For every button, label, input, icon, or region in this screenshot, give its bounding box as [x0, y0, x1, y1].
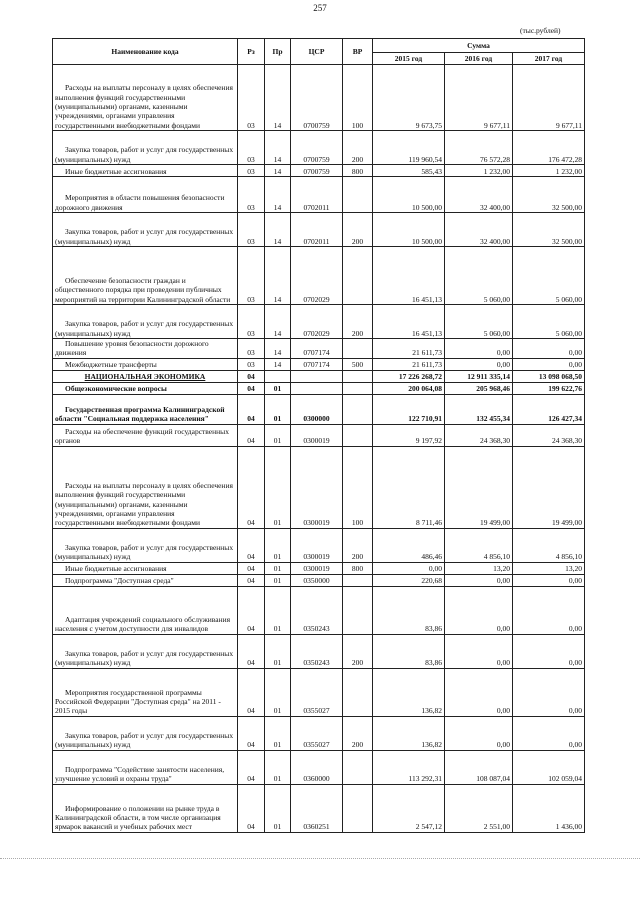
cell-csr: 0350000 [291, 574, 343, 586]
cell-name: Закупка товаров, работ и услуг для государственных (муниципальных) нужд [53, 213, 238, 247]
table-row [53, 668, 585, 716]
cell-csr: 0702011 [291, 213, 343, 247]
cell-y2016: 19 499,00 [445, 446, 513, 528]
cell-y2015: 8 711,46 [373, 446, 445, 528]
cell-y2017: 176 472,28 [513, 131, 585, 165]
cell-rz: 04 [238, 634, 265, 668]
cell-csr: 0300019 [291, 562, 343, 574]
cell-pr: 01 [265, 424, 291, 446]
cell-csr: 0300019 [291, 446, 343, 528]
cell-pr: 14 [265, 247, 291, 305]
cell-name: Подпрограмма "Доступная среда" [53, 574, 238, 586]
cell-y2015: 220,68 [373, 574, 445, 586]
cell-y2015: 83,86 [373, 634, 445, 668]
cell-rz: 04 [238, 784, 265, 832]
cell-pr: 14 [265, 213, 291, 247]
table-row [53, 65, 585, 131]
cell-y2015: 585,43 [373, 165, 445, 177]
cell-y2016: 2 551,00 [445, 784, 513, 832]
cell-y2015: 9 673,75 [373, 65, 445, 131]
table-row [53, 562, 585, 574]
cell-csr: 0707174 [291, 339, 343, 359]
cell-y2017: 13 098 068,50 [513, 370, 585, 382]
cell-csr: 0355027 [291, 668, 343, 716]
cell-rz: 03 [238, 131, 265, 165]
cell-rz: 04 [238, 394, 265, 424]
cell-vr [343, 177, 373, 213]
cell-name: Расходы на выплаты персоналу в целях обеспечения выполнения функций государственными (муниципальными) органами, казенными учреждениями, органами управления государственными внебюджетными фондами [53, 446, 238, 528]
cell-pr: 01 [265, 574, 291, 586]
cell-pr: 14 [265, 65, 291, 131]
cell-csr: 0702029 [291, 305, 343, 339]
cell-y2015: 10 500,00 [373, 213, 445, 247]
cell-y2015: 10 500,00 [373, 177, 445, 213]
cell-csr: 0700759 [291, 165, 343, 177]
cell-y2017: 0,00 [513, 358, 585, 370]
cell-vr [343, 247, 373, 305]
cell-csr: 0350243 [291, 586, 343, 634]
table-row [53, 165, 585, 177]
cell-rz: 04 [238, 586, 265, 634]
cell-vr [343, 339, 373, 359]
cell-y2017: 0,00 [513, 668, 585, 716]
header-sum: Сумма [373, 39, 585, 53]
cell-y2017: 0,00 [513, 634, 585, 668]
table-row [53, 528, 585, 562]
cell-csr [291, 382, 343, 394]
cell-pr: 01 [265, 716, 291, 750]
table-body [53, 65, 585, 833]
cell-vr [343, 574, 373, 586]
cell-pr: 01 [265, 562, 291, 574]
cell-y2015: 486,46 [373, 528, 445, 562]
cell-pr: 14 [265, 177, 291, 213]
cell-y2017: 199 622,76 [513, 382, 585, 394]
cell-pr [265, 370, 291, 382]
cell-name: Межбюджетные трансферты [53, 358, 238, 370]
cell-vr: 200 [343, 213, 373, 247]
cell-y2015: 119 960,54 [373, 131, 445, 165]
cell-y2017: 5 060,00 [513, 305, 585, 339]
header-vr: ВР [343, 39, 373, 65]
cell-rz: 04 [238, 424, 265, 446]
cell-y2016: 32 400,00 [445, 213, 513, 247]
cell-pr: 01 [265, 528, 291, 562]
cell-rz: 03 [238, 165, 265, 177]
table-row [53, 305, 585, 339]
cell-rz: 04 [238, 528, 265, 562]
table-row [53, 394, 585, 424]
cell-name: Обеспечение безопасности граждан и общественного порядка при проведении публичных мероприятий на территории Калининградской области [53, 247, 238, 305]
cell-csr: 0350243 [291, 634, 343, 668]
table-row [53, 586, 585, 634]
cell-rz: 04 [238, 750, 265, 784]
scan-artifact-line [0, 858, 640, 860]
cell-name: Иные бюджетные ассигнования [53, 562, 238, 574]
cell-pr: 01 [265, 394, 291, 424]
cell-y2017: 24 368,30 [513, 424, 585, 446]
cell-y2017: 0,00 [513, 574, 585, 586]
cell-y2015: 21 611,73 [373, 358, 445, 370]
table-row [53, 574, 585, 586]
cell-vr [343, 382, 373, 394]
table-row [53, 370, 585, 382]
cell-y2016: 12 911 335,14 [445, 370, 513, 382]
cell-name: Подпрограмма "Содействие занятости населения, улучшение условий и охраны труда" [53, 750, 238, 784]
page-number: 257 [313, 3, 327, 13]
cell-csr: 0300019 [291, 528, 343, 562]
table-row [53, 247, 585, 305]
cell-y2017: 0,00 [513, 339, 585, 359]
cell-name: Закупка товаров, работ и услуг для государственных (муниципальных) нужд [53, 716, 238, 750]
cell-csr: 0355027 [291, 716, 343, 750]
table-row [53, 446, 585, 528]
cell-y2017: 126 427,34 [513, 394, 585, 424]
cell-vr: 800 [343, 165, 373, 177]
cell-vr: 800 [343, 562, 373, 574]
cell-name: Закупка товаров, работ и услуг для государственных (муниципальных) нужд [53, 131, 238, 165]
cell-rz: 04 [238, 716, 265, 750]
cell-pr: 01 [265, 634, 291, 668]
cell-name: Мероприятия в области повышения безопасности дорожного движения [53, 177, 238, 213]
cell-y2017: 19 499,00 [513, 446, 585, 528]
cell-name: Информирование о положении на рынке труда в Калининградской области, в том числе организация ярмарок вакансий и учебных рабочих мест [53, 784, 238, 832]
cell-y2016: 13,20 [445, 562, 513, 574]
header-rz: Рз [238, 39, 265, 65]
cell-csr: 0700759 [291, 131, 343, 165]
cell-y2016: 108 087,04 [445, 750, 513, 784]
cell-y2015: 16 451,13 [373, 247, 445, 305]
cell-name: Расходы на обеспечение функций государственных органов [53, 424, 238, 446]
cell-y2016: 5 060,00 [445, 305, 513, 339]
cell-pr: 14 [265, 305, 291, 339]
header-2015: 2015 год [373, 53, 445, 65]
cell-vr: 100 [343, 446, 373, 528]
cell-y2017: 13,20 [513, 562, 585, 574]
cell-name: Закупка товаров, работ и услуг для государственных (муниципальных) нужд [53, 634, 238, 668]
cell-y2016: 9 677,11 [445, 65, 513, 131]
cell-pr: 01 [265, 750, 291, 784]
cell-csr [291, 370, 343, 382]
cell-rz: 03 [238, 358, 265, 370]
cell-rz: 03 [238, 65, 265, 131]
cell-pr: 14 [265, 165, 291, 177]
cell-vr: 200 [343, 716, 373, 750]
cell-name: Иные бюджетные ассигнования [53, 165, 238, 177]
cell-vr [343, 750, 373, 784]
cell-csr: 0360000 [291, 750, 343, 784]
cell-y2016: 0,00 [445, 358, 513, 370]
cell-y2017: 9 677,11 [513, 65, 585, 131]
cell-y2015: 122 710,91 [373, 394, 445, 424]
cell-y2016: 76 572,28 [445, 131, 513, 165]
table-row [53, 177, 585, 213]
cell-y2016: 0,00 [445, 668, 513, 716]
cell-rz: 04 [238, 446, 265, 528]
cell-y2017: 1 436,00 [513, 784, 585, 832]
cell-y2016: 5 060,00 [445, 247, 513, 305]
cell-vr: 200 [343, 305, 373, 339]
cell-name: Закупка товаров, работ и услуг для государственных (муниципальных) нужд [53, 528, 238, 562]
cell-name: НАЦИОНАЛЬНАЯ ЭКОНОМИКА [53, 370, 238, 382]
cell-rz: 03 [238, 339, 265, 359]
cell-vr: 200 [343, 131, 373, 165]
cell-vr [343, 668, 373, 716]
cell-y2016: 32 400,00 [445, 177, 513, 213]
header-name: Наименование кода [53, 39, 238, 65]
cell-y2017: 102 059,04 [513, 750, 585, 784]
cell-csr: 0300019 [291, 424, 343, 446]
table-row [53, 424, 585, 446]
table-row [53, 213, 585, 247]
cell-rz: 03 [238, 213, 265, 247]
cell-csr: 0300000 [291, 394, 343, 424]
cell-pr: 01 [265, 446, 291, 528]
cell-vr: 200 [343, 634, 373, 668]
table-row [53, 358, 585, 370]
cell-pr: 01 [265, 382, 291, 394]
cell-y2017: 32 500,00 [513, 177, 585, 213]
cell-pr: 14 [265, 358, 291, 370]
cell-name: Государственная программа Калининградской области "Социальная поддержка населения" [53, 394, 238, 424]
cell-y2016: 0,00 [445, 574, 513, 586]
table-row [53, 382, 585, 394]
cell-pr: 01 [265, 668, 291, 716]
cell-name: Общеэкономические вопросы [53, 382, 238, 394]
cell-pr: 01 [265, 784, 291, 832]
cell-y2016: 24 368,30 [445, 424, 513, 446]
table-row [53, 634, 585, 668]
table-row [53, 716, 585, 750]
cell-csr: 0702029 [291, 247, 343, 305]
cell-y2017: 5 060,00 [513, 247, 585, 305]
cell-vr: 500 [343, 358, 373, 370]
cell-rz: 04 [238, 574, 265, 586]
cell-csr: 0700759 [291, 65, 343, 131]
cell-pr: 01 [265, 586, 291, 634]
cell-y2015: 200 064,08 [373, 382, 445, 394]
cell-y2015: 136,82 [373, 716, 445, 750]
cell-y2015: 17 226 268,72 [373, 370, 445, 382]
cell-csr: 0707174 [291, 358, 343, 370]
header-csr: ЦСР [291, 39, 343, 65]
cell-y2016: 0,00 [445, 339, 513, 359]
cell-vr [343, 586, 373, 634]
cell-vr [343, 394, 373, 424]
table-row [53, 784, 585, 832]
cell-rz: 04 [238, 562, 265, 574]
cell-name: Расходы на выплаты персоналу в целях обеспечения выполнения функций государственными (муниципальными) органами, казенными учреждениями, органами управления государственными внебюджетными фондами [53, 65, 238, 131]
cell-vr: 100 [343, 65, 373, 131]
cell-y2016: 4 856,10 [445, 528, 513, 562]
cell-rz: 03 [238, 305, 265, 339]
cell-name: Мероприятия государственной программы Российской Федерации "Доступная среда" на 2011 - 2015 годы [53, 668, 238, 716]
cell-csr: 0702011 [291, 177, 343, 213]
cell-y2017: 32 500,00 [513, 213, 585, 247]
cell-csr: 0360251 [291, 784, 343, 832]
cell-name: Закупка товаров, работ и услуг для государственных (муниципальных) нужд [53, 305, 238, 339]
cell-y2016: 205 968,46 [445, 382, 513, 394]
cell-y2017: 0,00 [513, 716, 585, 750]
budget-table [52, 38, 585, 833]
cell-vr [343, 424, 373, 446]
cell-vr [343, 370, 373, 382]
header-2017: 2017 год [513, 53, 585, 65]
cell-y2017: 1 232,00 [513, 165, 585, 177]
cell-vr [343, 784, 373, 832]
table-row [53, 750, 585, 784]
cell-name: Адаптация учреждений социального обслуживания населения с учетом доступности для инвалидов [53, 586, 238, 634]
units-label: (тыс.рублей) [520, 26, 561, 35]
cell-y2015: 2 547,12 [373, 784, 445, 832]
table-row [53, 131, 585, 165]
table-row [53, 339, 585, 359]
cell-y2017: 0,00 [513, 586, 585, 634]
cell-pr: 14 [265, 339, 291, 359]
cell-y2016: 0,00 [445, 634, 513, 668]
cell-y2015: 21 611,73 [373, 339, 445, 359]
cell-y2016: 0,00 [445, 586, 513, 634]
header-2016: 2016 год [445, 53, 513, 65]
header-pr: Пр [265, 39, 291, 65]
cell-y2015: 113 292,31 [373, 750, 445, 784]
cell-rz: 04 [238, 382, 265, 394]
cell-y2017: 4 856,10 [513, 528, 585, 562]
cell-rz: 04 [238, 370, 265, 382]
cell-y2015: 9 197,92 [373, 424, 445, 446]
cell-y2015: 0,00 [373, 562, 445, 574]
cell-y2015: 136,82 [373, 668, 445, 716]
cell-name: Повышение уровня безопасности дорожного движения [53, 339, 238, 359]
cell-y2016: 0,00 [445, 716, 513, 750]
cell-rz: 04 [238, 668, 265, 716]
cell-y2016: 1 232,00 [445, 165, 513, 177]
cell-y2015: 83,86 [373, 586, 445, 634]
cell-y2015: 16 451,13 [373, 305, 445, 339]
cell-rz: 03 [238, 177, 265, 213]
cell-y2016: 132 455,34 [445, 394, 513, 424]
cell-pr: 14 [265, 131, 291, 165]
cell-vr: 200 [343, 528, 373, 562]
cell-rz: 03 [238, 247, 265, 305]
